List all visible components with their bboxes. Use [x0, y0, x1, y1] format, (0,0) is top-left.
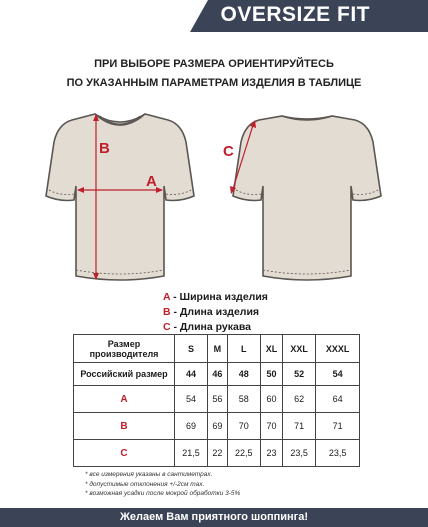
banner-white-cut — [0, 0, 190, 32]
size-header-label-line1: Размер — [107, 338, 141, 349]
page-title: OVERSIZE FIT — [220, 3, 370, 26]
size-col-xxxl: XXXL — [316, 335, 360, 363]
table-cell: 23,5 — [316, 440, 360, 467]
legend-text-b: - Длина изделия — [170, 306, 260, 318]
size-header-row — [74, 335, 360, 363]
measurement-legend — [163, 290, 268, 335]
ru-size-row — [74, 363, 360, 386]
size-table — [73, 334, 360, 467]
legend-key-a: A — [163, 291, 171, 303]
measure-row-a — [74, 386, 360, 413]
intro-line-1: ПРИ ВЫБОРЕ РАЗМЕРА ОРИЕНТИРУЙТЕСЬ — [94, 58, 334, 70]
footnote-tolerance: * допустимые отклонения +/-2см max. — [85, 480, 205, 488]
legend-item-a — [163, 290, 268, 305]
intro-text — [0, 55, 428, 93]
ru-size-cell: 50 — [260, 363, 282, 386]
measure-row-c-label: C — [74, 440, 175, 467]
table-cell: 69 — [208, 413, 228, 440]
table-cell: 22 — [208, 440, 228, 467]
ru-size-cell: 44 — [175, 363, 208, 386]
tshirt-front-outline — [46, 114, 194, 280]
table-cell: 71 — [316, 413, 360, 440]
intro-line-2: ПО УКАЗАННЫМ ПАРАМЕТРАМ ИЗДЕЛИЯ В ТАБЛИЦЕ — [66, 77, 362, 89]
tshirt-back-outline — [233, 116, 381, 280]
measure-b-label: B — [99, 140, 110, 157]
table-cell: 54 — [175, 386, 208, 413]
ru-size-cell: 46 — [208, 363, 228, 386]
footnotes — [85, 470, 240, 499]
tshirt-back-diagram — [222, 108, 392, 288]
footer-banner: Желаем Вам приятного шоппинга! — [0, 508, 428, 527]
legend-text-a: - Ширина изделия — [170, 291, 268, 303]
measure-row-b — [74, 413, 360, 440]
legend-item-c — [163, 320, 268, 335]
legend-item-b — [163, 305, 268, 320]
size-col-xxl: XXL — [283, 335, 316, 363]
measure-row-c — [74, 440, 360, 467]
size-col-xl: XL — [260, 335, 282, 363]
footnote-units: * все измерения указаны в сантиметрах. — [85, 471, 213, 478]
table-cell: 22,5 — [227, 440, 260, 467]
size-col-l: L — [227, 335, 260, 363]
size-header-label-line2: производителя — [89, 348, 159, 359]
size-col-m: M — [208, 335, 228, 363]
table-cell: 62 — [283, 386, 316, 413]
measure-c-label: C — [223, 143, 234, 160]
ru-size-cell: 54 — [316, 363, 360, 386]
footnote-shrinkage: * возможная усадки после мокрой обработки 3-5% — [85, 490, 241, 497]
legend-key-c: C — [163, 321, 171, 333]
table-cell: 71 — [283, 413, 316, 440]
legend-key-b: B — [163, 306, 171, 318]
header-banner — [0, 0, 428, 32]
table-cell: 64 — [316, 386, 360, 413]
measure-a-label: A — [146, 173, 157, 190]
measure-row-a-label: A — [74, 386, 175, 413]
table-cell: 23,5 — [283, 440, 316, 467]
table-cell: 70 — [260, 413, 282, 440]
table-cell: 23 — [260, 440, 282, 467]
size-header-label — [74, 335, 175, 363]
table-cell: 21,5 — [175, 440, 208, 467]
table-cell: 60 — [260, 386, 282, 413]
measure-row-b-label: B — [74, 413, 175, 440]
legend-text-c: - Длина рукава — [170, 321, 251, 333]
table-cell: 56 — [208, 386, 228, 413]
table-cell: 70 — [227, 413, 260, 440]
ru-size-cell: 52 — [283, 363, 316, 386]
ru-size-label: Российский размер — [74, 363, 175, 386]
tshirt-front-diagram — [40, 108, 200, 288]
table-cell: 69 — [175, 413, 208, 440]
table-cell: 58 — [227, 386, 260, 413]
ru-size-cell: 48 — [227, 363, 260, 386]
size-col-s: S — [175, 335, 208, 363]
banner-slant — [190, 0, 208, 32]
